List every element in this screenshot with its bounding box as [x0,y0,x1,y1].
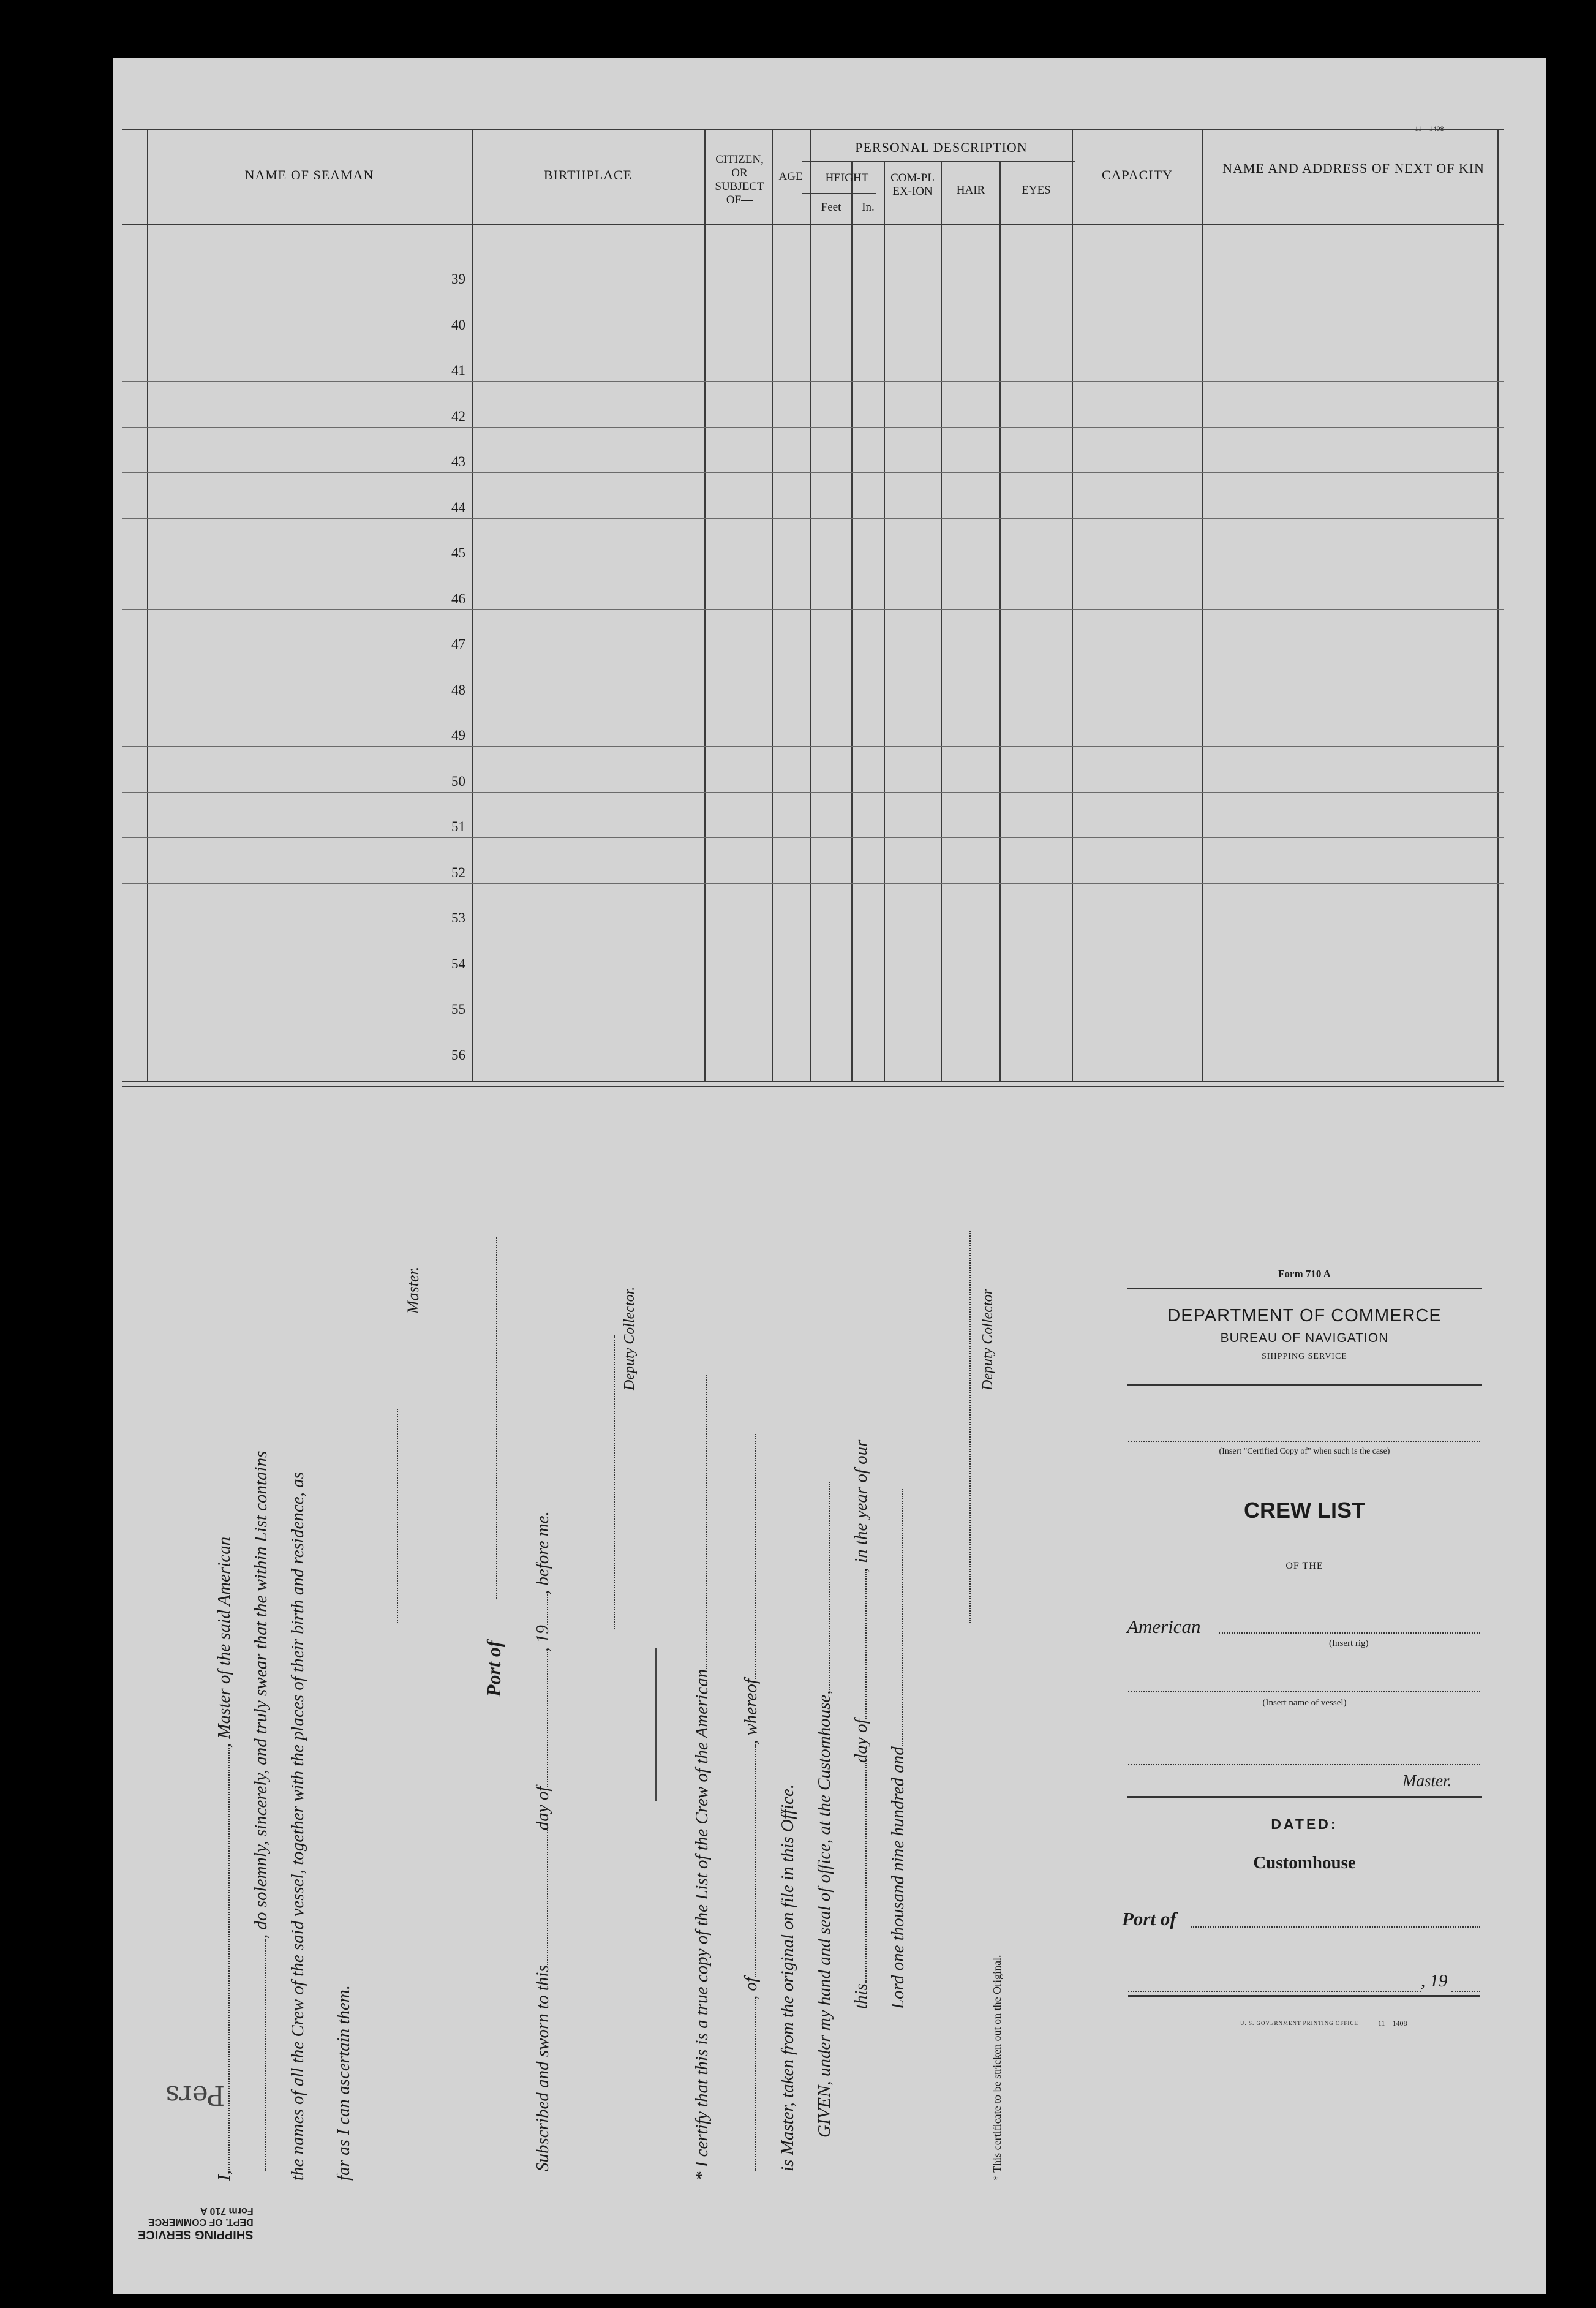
header-citizen: CITIZEN, OR SUBJECT OF— [715,153,764,206]
row-number: 52 [451,864,465,880]
is-master-line: is Master, taken from the original on file in this Office. [778,1784,797,2171]
statement-line-1: I,, Master of the said American [214,1536,234,2181]
table-row-rule [122,792,1504,793]
stamp-line-1: Form 710 A [200,2206,254,2216]
row-number: 40 [451,317,465,333]
of-the-label: OF THE [1285,1561,1323,1571]
given-line: GIVEN, under my hand and seal of office, at the Customhouse, [815,1482,835,2138]
row-number: 41 [451,363,465,378]
cover-panel [1121,1262,1488,2046]
department-title: DEPARTMENT OF COMMERCE [1167,1306,1442,1326]
insert-certified-note: (Insert "Certified Copy of" when such is the case) [1219,1447,1390,1456]
header-feet: Feet [821,201,841,214]
row-number: 47 [451,636,465,652]
row-number: 42 [451,408,465,424]
rig-line [1219,1632,1480,1634]
subscribed-line: Subscribed and sworn to thisday of, 19, before me. [533,1511,552,2171]
table-row-rule [122,427,1504,428]
header-eyes: EYES [1022,184,1051,197]
stamp-line-2: DEPT. OF COMMERCE [148,2217,254,2227]
row-number: 39 [451,271,465,287]
statement-line-3: the names of all the Crew of the said vessel, together with the places of their birth and residence, as [288,1472,307,2181]
deputy-collector-label-1: Deputy Collector. [622,1286,638,1390]
row-number: 49 [451,728,465,743]
table-row-rule [122,837,1504,838]
deputy-collector-label-2: Deputy Collector [980,1289,996,1390]
printer-line: U. S. GOVERNMENT PRINTING OFFICE [1240,2020,1358,2026]
cover-date-line [1128,1991,1421,1992]
statement-line-2: , do solemnly, sincerely, and truly swear that the within List contains [251,1451,271,2171]
master-name-line [1128,1764,1480,1765]
cover-master-label: Master. [1402,1771,1452,1790]
row-number: 43 [451,454,465,469]
statement-line-4: far as I can ascertain them. [334,1985,353,2181]
cover-year-label: , 19 [1421,1971,1448,1991]
cover-rule-2 [1127,1384,1482,1386]
cover-rule-3 [1127,1796,1482,1798]
form-number: Form 710 A [1278,1268,1331,1280]
header-name-of-seaman: NAME OF SEAMAN [244,167,374,183]
table-row-rule [122,746,1504,747]
port-of-label: Port of [483,1640,505,1697]
vessel-name-line [1128,1691,1480,1692]
table-row-rule [122,381,1504,382]
service-title: SHIPPING SERVICE [1262,1352,1347,1361]
master-signature-line [397,1409,399,1623]
table-row-rule [122,472,1504,473]
row-number: 51 [451,819,465,834]
header-personal-description: PERSONAL DESCRIPTION [855,140,1028,155]
header-height: HEIGHT [825,172,869,184]
deputy-collector-line-2 [969,1231,972,1623]
cover-port-of-label: Port of [1122,1908,1176,1929]
master-label: Master. [404,1266,422,1314]
cover-rule-bottom [1128,1995,1480,1997]
divider-line [655,1648,657,1801]
row-number: 53 [451,910,465,926]
header-inches: In. [862,201,875,214]
shipping-service-stamp [138,2205,254,2241]
cover-year-line [1451,1991,1480,1992]
row-number: 48 [451,682,465,698]
cover-port-line [1191,1926,1480,1928]
crew-table [122,129,1504,1084]
crew-list-title: CREW LIST [1244,1498,1365,1523]
header-next-of-kin: NAME AND ADDRESS OF NEXT OF KIN [1222,160,1485,176]
port-of-line [496,1237,499,1599]
table-row-rule [122,609,1504,610]
american-label: American [1127,1616,1201,1637]
this-day-line: thisday of, in the year of our [851,1439,871,2009]
certify-line: * I certify that this is a true copy of the List of the Crew of the American [692,1375,712,2181]
footnote: * This certificate to be stricken out on the Original. [991,1955,1003,2181]
insert-name-note: (Insert name of vessel) [1262,1698,1347,1708]
header-birthplace: BIRTHPLACE [543,167,633,183]
customhouse-label: Customhouse [1253,1853,1356,1872]
cover-rule-top [1127,1288,1482,1289]
header-complexion: COM-PLEX-ION [890,172,935,198]
header-hair: HAIR [956,184,985,197]
row-number: 56 [451,1047,465,1063]
row-number: 50 [451,773,465,789]
row-number: 54 [451,956,465,971]
bureau-title: BUREAU OF NAVIGATION [1220,1331,1389,1345]
handwritten-note: Pers [165,2080,225,2111]
deputy-collector-line-1 [614,1335,616,1629]
lord-line: Lord one thousand nine hundred and [888,1489,908,2009]
row-number: 45 [451,545,465,560]
row-number: 44 [451,499,465,515]
table-row-rule [122,518,1504,519]
row-number: 55 [451,1001,465,1017]
header-age: AGE [778,170,803,183]
certified-copy-line [1128,1441,1480,1442]
print-number: 11—1408 [1378,2019,1407,2027]
of-whereof-line: , of, whereof [741,1434,761,2171]
header-capacity: CAPACITY [1102,167,1173,183]
insert-rig-note: (Insert rig) [1329,1639,1369,1648]
stamp-line-3: SHIPPING SERVICE [138,2228,254,2241]
row-number: 46 [451,590,465,606]
dated-label: DATED: [1271,1816,1338,1832]
table-row-rule [122,883,1504,884]
